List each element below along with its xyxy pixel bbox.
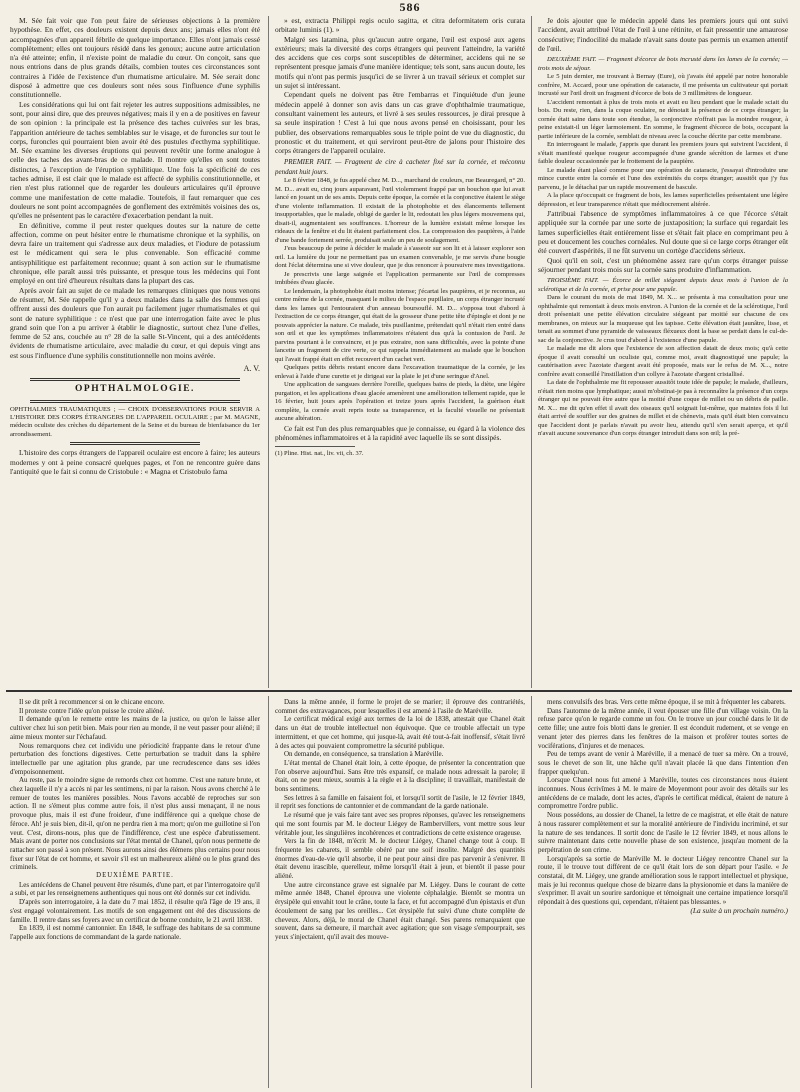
paragraph: » est, extracta Philippi regis oculo sagitta, et citra deformitatem oris curata orbitate luminis (1). » xyxy=(275,16,525,35)
paragraph: L'accident remontait à plus de trois mois et avait eu lieu pendant que le malade sciait du bois. Du reste, rien, dans la coque oculaire, ne dénotait la présence de ce corps étranger; la cornée était saine dans toute son étendue, la conjonctive n'offrait pas la moindre rougeur, à peine existait-il un léger larmoiement. En somme, le fragment d'écorce de bois, occupant la partie inférieure de la cornée, semblait de niveau avec la couche décrite par cette membrane. xyxy=(538,98,788,140)
paragraph: Le lendemain, la photophobie était moins intense; j'écartai les paupières, et je reconnus, au centre même de la cornée, masquant le milieu de l'espace pupillaire, un corps étranger incrusté dans les lames qui l'entouraient d'un anneau boursouflé. M. D... s'opposa tout d'abord à l'extraction de ce corps étranger, qui était de la grosseur d'une petite tête d'épingle et dont je ne pouvais apprécier la nature. Ce malade, très pusillanime, prétendait qu'il n'était rien entré dans son œil et que les symptômes inflammatoires n'étaient dus qu'à la contusion de l'œil. Je parvins pourtant à le convaincre, et je pus extraire, non sans difficultés, avec la pointe d'une lancette un fragment de cire verte, ce qui rappela immédiatement au malade que le bouchon qui l'avait frappé était en effet recouvert d'un cachet vert. xyxy=(275,287,525,363)
paragraph: J'attribuai l'absence de symptômes inflammatoires à ce que l'écorce s'était appliquée sur la cornée par une sorte de juxtaposition; la surface qui regardait les lames superficielles était entièrement lisse et s'était fait place en comprimant peu à peu et doucement les couches cornéales. Nul doute que si ce large corps étranger eût été couvert d'aspérités, il ne fût survenu un cortège d'accidens sérieux. xyxy=(538,209,788,256)
paragraph: Une autre circonstance grave est signalée par M. Liégey. Dans le courant de cette même année 1848, Chanel éprouva une violente céphalalgie. Bientôt se montra un érysipèle qui envahit tout le crâne, toute la face, et fut accompagné d'un épistaxis et d'un écoulement de sang par les oreilles... Cet érysipèle fut suivi d'une chute complète de cheveux. Alors, déjà, le moral de Chanel était changé. Ses parens remarquaient que souvent, dans sa demeure, il marchait avec agitation; que son visage s'empourprait, ses yeux s'injectaient, qu'il avait des mouve- xyxy=(275,880,525,941)
column-bottom-2 xyxy=(275,698,525,1088)
paragraph: Les antécédens de Chanel peuvent être résumés, d'une part, et par l'interrogatoire qu'il a subi, et par les renseignemens authentiques qui nous ont été donnés sur cet individu. xyxy=(10,880,260,898)
observation-heading: DEUXIÈME FAIT. — Fragment d'écorce de bois incrusté dans les lames de la cornée; — trois mois de séjour. xyxy=(538,56,788,72)
column-rule xyxy=(531,16,532,688)
paragraph: Il demande qu'on le remette entre les mains de la justice, ou qu'on le laisse aller cultiver chez lui son petit bien. Mais pour rien au monde, il ne veut passer pour aliéné; il aime mieux monter sur l'échafaud. xyxy=(10,715,260,741)
paragraph: D'après son interrogatoire, à la date du 7 mai 1852, il résulte qu'à l'âge de 19 ans, il s'est engagé volontairement. Les motifs de son engagement ont été des discussions de famille. Il rentre dans ses foyers avec un certificat de bonne conduite, le 21 avril 1838. xyxy=(10,898,260,924)
paragraph: A la place qu'occupait ce fragment de bois, les lames superficielles présentaient une légère dépression, et leur transparence n'était que médiocrement altérée. xyxy=(538,192,788,208)
footnote: (1) Pline. Hist. nat., liv. vii, ch. 37. xyxy=(275,450,364,458)
paragraph: Une application de sangsues derrière l'oreille, quelques bains de pieds, la diète, une légère purgation, et les applications d'eau glacée amenèrent une amélioration tellement rapide, que le 16 février, huit jours après l'opération et treize jours après l'accident, la guérison était complète, la cornée avait repris toute sa transparence, et la faculté visuelle ne présentait aucune altération. xyxy=(275,381,525,423)
paragraph: Le 8 février 1848, je fus appelé chez M. D..., marchand de couleurs, rue Beauregard, n° 20. M. D... avait eu, cinq jours auparavant, l'œil violemment frappé par un bouchon que lui avait lancé en jouant un de ses amis. Depuis cette époque, la cornée et la conjonctive étaient le siège d'une violente inflammation. Il existait de la photophobie et des élancements tellement insupportables, que le malade, obligé de garder le lit, redoutait les plus légers mouvemens qui, disait-il, augmentaient ses souffrances. L'horreur de la lumière existait même lorsque les rideaux de la fenêtre et du lit étaient parfaitement clos. La compression des paupières, à l'aide d'une bande fortement serrée, produisait seule un peu de soulagement. xyxy=(275,177,525,244)
paragraph: Le résumé que je vais faire tant avec ses propres réponses, qu'avec les renseignemens qui me sont fournis par M. le docteur Liégey de Rambervillers, vont mettre sous leur véritable jour, les singulières incohérences et contradictions de cette existence orageuse. xyxy=(275,811,525,837)
column-top-2 xyxy=(275,16,525,688)
paragraph: Malgré ses latamina, plus qu'aucun autre organe, l'œil est exposé aux agens extérieurs; mais la diversité des corps étrangers qui peuvent l'atteindre, la variété des accidens que ces corps sont susceptibles de déterminer, accidens qui ne se représentent presque jamais d'une manière identique; tels sont, sans aucun doute, les motifs qui n'ont pas permis jusqu'ici de se livrer à un travail sérieux et complet sur un sujet si intéressant. xyxy=(275,34,525,91)
paragraph: Il se dit prêt à recommencer si on le chicane encore. xyxy=(19,698,165,706)
paragraph: On demande, en conséquence, sa translation à Maréville. xyxy=(284,750,444,759)
part-title: DEUXIÈME PARTIE. xyxy=(96,872,174,880)
paragraph: Après avoir fait au sujet de ce malade les remarques cliniques que nous venons de résumer, M. Sée rappelle qu'il y a deux malades dans la salle des femmes qui offrent aussi des douleurs que l'on aurait pu facilement juger rhumatismales et qui sont de nature syphilitique : ce n'est que par une interrogation faite avec le plus grand soin que l'on a pu arriver à établir le diagnostic, surtout chez l'une d'elles, femme de 52 ans, couchée au n° 28 de la salle St-Vincent, qui a des antécédents évidents de rhumatisme articulaire, avec maladie du cœur, et qui depuis vingt ans est sous l'influence d'une syphilis constitutionnelle non moins avérée. xyxy=(10,285,260,360)
section-divider xyxy=(70,442,200,445)
paragraph: Le malade étant placé comme pour une opération de cataracte, j'essayai d'introduire une mince curette entre la cornée et l'une des extrémités du corps étranger; aussitôt que j'y fus parvenu, je le détachai par un rapide mouvement de bascule. xyxy=(538,166,788,191)
paragraph: Dans la même année, il forme le projet de se marier; il éprouve des contrariétés, commet des extravagances, pour lesquelles il est amené à l'asile de Maréville. xyxy=(275,698,525,715)
paragraph: Ses lettres à sa famille en faisaient foi, et lorsqu'il sortit de l'asile, le 12 février 1849, il reprit ses fonctions de cantonnier et de commandant de la garde nationale. xyxy=(275,793,525,811)
column-top-3 xyxy=(538,16,788,690)
paragraph: Au reste, pas le moindre signe de remords chez cet homme. C'est une nature brute, et chez laquelle il n'y a accès ni par les sentimens, ni par la raison. Nous avons cherché à le remuer de toutes les manières possibles. Nous l'avons accablé de reproches sur son action. Il ne s'émeut plus comme autre fois, il n'est plus aussi menaçant, il ne nous provoque plus, mais il est d'une froideur, d'une indifférence qui a quelque chose de féroce. Ah! je suis bien, dit-il, qu'on ne perdra rien à ma mort; qu'on me guillotine si l'on veut. C'est, dirons-nous, plus que de l'indifférence, c'est une espèce d'abrutissement. Mais avant de porter nos conclusions sur l'état mental de Chanel, qu'on nous permette de rattacher son passé à son présent. Nous aurons ainsi des élémens plus certains pour nous fixer sur l'état de cet homme, et savoir s'il est un malheureux aliéné ou le plus grand des criminels. xyxy=(10,776,260,872)
paragraph: En 1839, il est nommé cantonnier. En 1848, le suffrage des habitans de sa commune l'appelle aux fonctions de commandant de la garde nationale. xyxy=(10,924,260,941)
section-title: OPHTHALMOLOGIE. xyxy=(75,384,195,395)
section-divider xyxy=(30,378,240,381)
paragraph: Vers la fin de 1848, m'écrit M. le docteur Liégey, Chanel change tout à coup. Il fréquente les cabarets, il semble obéré par une soif insolite. Malgré des quantités énormes d'eau-de-vie qu'il absorbe, il ne peut pour ainsi dire pas parvenir à s'enivrer. Il était devenu irascible, querelleur, même lorsqu'il était à jeun, et bientôt il passe pour aliéné. xyxy=(275,837,525,881)
column-bottom-1 xyxy=(10,698,260,1088)
observation-heading: PREMIER FAIT. — Fragment de cire à cacheter fixé sur la cornée, et méconnu pendant huit jours. xyxy=(275,158,525,176)
paragraph: Le malade me dit alors que l'existence de son affection datait de deux mois; qu'à cette époque il avait consulté un oculiste qui, comme moi, avait diagnostiqué une papule; la cautérisation avec l'azotate d'argent avait été proposée, mais sur le refus de M. X..., notre confrère avait conseillé l'instillation d'un collyre à l'azotate d'argent cristallisé. xyxy=(538,345,788,378)
paragraph: Dans le courant du mois de mai 1849, M. X... se présenta à ma consultation pour une ophthalmie qui remontait à deux mois environ. A l'union de la cornée et de la sclérotique, l'œil droit présentait une petite élévation circulaire siégeant par moitié sur chacune de ces membranes, on mieux sur la muqueuse qui les tapisse. Cette élévation était jaunâtre, lisse, et tenait au sommet d'une pyramide de vaisseaux fléxueux dont la base se perdait dans le cul-de-sac de la conjonctive. Je crus tout d'abord à l'existence d'une papule. xyxy=(538,294,788,344)
paragraph: Dans l'automne de la même année, il veut épouser une fille d'un village voisin. On la refuse parce qu'on le regarde comme un fou. On le trouve un jour couché dans le lit de cette fille; une autre fois blotti dans le grenier. Il est éconduit rudement, et se venge en venant jeter des pierres dans les fenêtres de la maison et proférer toutes sortes de vociférations, d'injures et de menaces. xyxy=(538,706,788,750)
continued-note: (La suite à un prochain numéro.) xyxy=(690,905,788,915)
column-rule xyxy=(268,696,269,1088)
column-rule xyxy=(268,16,269,688)
paragraph: Il proteste contre l'idée qu'on puisse le croire aliéné. xyxy=(19,706,165,715)
paragraph: Le 5 juin dernier, me trouvant à Bernay (Eure), où j'avais été appelé par notre honorable confrère, M. Accard, pour une opération de cataracte, il me présenta un cultivateur qui portait incrusté sur l'œil droit un fragment d'écorce de bois de 3 millimètres de longueur. xyxy=(538,73,788,98)
paragraph: Le certificat médical exigé aux termes de la loi de 1838, attestait que Chanel était dans un état de trouble intellectuel non équivoque. Que ce trouble affectait un type intermittent, et que cet homme, qui jusque-là, avait été tout-à-fait inoffensif, s'était livré à des actes qui pouvaient compromettre la sécurité publique. xyxy=(275,715,525,750)
paragraph: Je dois ajouter que le médecin appelé dans les premiers jours qui ont suivi l'accident, avait attribué l'état de l'œil à une rétinite, et fait pressentir une amaurose consécutive; l'indocilité du malade n'avait sans doute pas permis un examen attentif de l'œil. xyxy=(538,16,788,53)
paragraph: En interrogeant le malade, j'appris que durant les premiers jours qui suivirent l'accident, il s'était manifesté quelque rougeur accompagnée d'une grande sécrétion de larmes et d'une faible douleur occasionnée par le frottement de la paupière. xyxy=(538,141,788,166)
paragraph: Ce fait est l'un des plus remarquables que je connaisse, eu égard à la violence des phénomènes inflammatoires et à la rapidité avec laquelle ils se sont dissipés. xyxy=(275,423,525,442)
paragraph: En définitive, comme il peut rester quelques doutes sur la nature de cette affection, comme on peut hésiter entre le rhumatisme chronique et la syphilis, on devra faire un traitement qui s'adresse aux deux maladies, et l'iodure de potassium est le médicament qui sera le plus convenable. Son efficacité comme antisyphilitique est parfaitement reconnue; quant à son action sur le rhumatisme chronique, elle paraît aussi très puissante, et presque tous les médecins qui l'ont employé en ont tiré d'heureux résultats dans la plupart des cas. xyxy=(10,220,260,286)
paragraph: J'eus beaucoup de peine à décider le malade à s'asseoir sur son lit et à laisser explorer son œil. La lumière du jour ne permettant pas un examen convenable, je me servis d'une bougie dont l'éclat détermina une si vive douleur, que je dus renoncer à poursuivre mes investigations. xyxy=(275,245,525,270)
paragraph: M. Sée fait voir que l'on peut faire de sérieuses objections à la première hypothèse. En effet, ces douleurs existent depuis deux ans; jamais elles n'ont été accompagnées d'un appareil fébrile de quelque importance. Elles n'ont jamais cessé complètement; elles ont toujours résidé dans les genoux; aucune autre articulation n'a été atteinte; enfin, il n'existe point de maladie du cœur. On conçoit, sans que nous entrions dans de plus grands détails, combien toutes ces circonstances sont contraires à l'idée de l'existence d'un rhumatisme articulaire. M. Sée serait donc disposé à admettre que ces douleurs sont nées sous l'influence d'une syphilis constitutionnelle. xyxy=(10,16,260,100)
column-rule xyxy=(531,696,532,1088)
paragraph: Nous possédons, au dossier de Chanel, la lettre de ce magistrat, et elle était de nature à nous rassurer complètement et sur la moralité antérieure de l'individu incriminé, et sur la nature de ses tendances. Il sortit donc de l'asile le 12 février 1849, et nous allons le suivre maintenant dans cette nouvelle phase de son existence, jusqu'au moment de la perpétration de son crime. xyxy=(538,811,788,854)
paragraph: mens convulsifs des bras. Vers cette même époque, il se mit à fréquenter les cabarets. xyxy=(547,698,786,706)
section-divider xyxy=(30,400,240,403)
horizontal-rule xyxy=(6,690,792,692)
paragraph: Peu de temps avant de venir à Maréville, il a menacé de tuer sa mère. On a trouvé, sous le chevet de son lit, une hâche qu'il n'avait placée là que dans l'intention d'en frapper quelqu'un. xyxy=(538,750,788,776)
paragraph: Lorsque Chanel nous fut amené à Maréville, toutes ces circonstances nous étaient inconnues. Nous écrivîmes à M. le maire de Moyenmont pour avoir des détails sur les antécédens de ce malade, dont les actes, d'après le certificat médical, étaient de nature à compromettre l'ordre public. xyxy=(538,776,788,811)
column-bottom-3 xyxy=(538,698,788,1088)
paragraph: Cependant quels ne doivent pas être l'embarras et l'inquiétude d'un jeune médecin appelé à donner son avis dans un cas grave d'ophthalmie traumatique, consultant vainement les auteurs, et livré à ses seules ressources, je dirai presque à sa seule inspiration ! C'est à lui que nous avons pensé en choisissant, pour les publier, des observations remarquables sous le triple point de vue du diagnostic, du pronostic et du traitement, et qui serviront peut-être de jalons pour l'histoire des corps étrangers de l'appareil oculaire. xyxy=(275,90,525,156)
paragraph: La date de l'ophthalmie me fit repousser aussitôt toute idée de papule; le malade, d'ailleurs, n'était rien moins que lymphatique; aussi m'obstinai-je pas à reconnaître la présence d'un corps étranger qui ne pouvait être autre que la moitié d'une coque de millet ou un débris de paille. M. X... me dit qu'en effet il avait des oiseaux qu'il soignait lui-même, que maintes fois il lui était arrivé de souffler sur des graines de millet et de chènevis, mais qu'il était bien convaincu que l'accident dont je parlais n'avait pu avoir lieu, attendu qu'il s'en serait aperçu, et qu'il n'avait aucune souvenance d'un corps étranger introduit dans son œil; la pré- xyxy=(538,379,788,438)
observation-heading: TROISIÈME FAIT. — Écorce de millet siégeant depuis deux mois à l'union de la sclérotique et de la cornée, et prise pour une papule. xyxy=(538,277,788,293)
paragraph: Je prescrivis une large saignée et l'application permanente sur l'œil de compresses imbibées d'eau glacée. xyxy=(275,270,525,287)
column-top-1 xyxy=(10,16,260,688)
article-heading: OPHTHALMIES TRAUMATIQUES ; — CHOIX D'OBSERVATIONS POUR SERVIR A L'HISTOIRE DES CORPS ÉTRANGERS DE L'APPAREIL OCULAIRE ; par M. MAGNE, médecin oculiste des crèches du département de la Seine et du bureau de bienfaisance du 1er arrondissement. xyxy=(10,405,260,438)
page-number: 586 xyxy=(399,0,421,14)
paragraph: Quelques petits débris restant encore dans l'excavation traumatique de la cornée, je les enlevai à l'aide d'une curette et je dirigeai sur la plaie le jet d'une seringue d'Anel. xyxy=(275,364,525,380)
author-signature: A. V. xyxy=(243,363,260,373)
paragraph: Les considérations qui lui ont fait rejeter les autres suppositions admissibles, ne sont, pour ainsi dire, que des preuves négatives; mais il y en a de positives en faveur de son opinion : la principale est la présence des taches cuivrées sur les bras, l'apparition antérieure de taches semblables sur le visage, et de furoncles sur tout le corps, furoncles qui pourraient bien avoir été des pustules d'ecthyma syphilitique. M. Sée examine les diverses éruptions qui peuvent revêtir une forme analogue à celle des taches des avant-bras de ce malade. Il montre qu'elles en sont toutes distinctes, à l'exception de l'éruption syphilitique. Une fois la spécificité de ces taches admise, il est clair que le malade est affecté de syphilis constitutionnelle, et rien n'est plus rationnel que de regarder les douleurs articulaires qu'il éprouve comme une manifestation de cette maladie. Toutefois, il faut remarquer que ces douleurs ne sont point accompagnées de gonflement des extrémités voisines des os, qu'elles ne présentent pas le caractère d'exacerbation pendant la nuit. xyxy=(10,99,260,221)
paragraph: L'état mental de Chanel était loin, à cette époque, de présenter la concentration que l'on observe aujourd'hui. Sans être très expansif, ce malade nous adressait la parole; il était, on ne peut mieux, soumis à la règle et à la discipline; il travaillait, manifestait de bons sentimens. xyxy=(275,758,525,794)
paragraph: Quoi qu'il en soit, c'est un phénomène assez rare qu'un corps étranger puisse séjourner pendant trois mois sur la cornée sans produire d'inflammation. xyxy=(538,255,788,274)
footnote-divider xyxy=(275,446,355,447)
paragraph: Lorsqu'après sa sortie de Maréville M. le docteur Liégey rencontre Chanel sur la route, il le trouve tout différent de ce qu'il était lors de son départ pour l'asile. « Je constatai, dit M. Liégey, une grande amélioration sous le rapport intellectuel et physique, mais je lui reconnus quelque chose de bizarre dans la physionomie et dans la manière de s'exprimer. Il avait un sourire sardonique et témoignait une certaine impatience lorsqu'il répondait à des questions qui, cependant, n'étaient pas blessantes. » xyxy=(538,854,788,907)
paragraph: L'histoire des corps étrangers de l'appareil oculaire est encore à faire; les auteurs modernes y ont à peine consacré quelques pages, et l'on ne rencontre guère dans l'antiquité que le fait si connu de Cristobule : « Magna et Cristobulo fama xyxy=(10,448,260,476)
paragraph: Nous remarquons chez cet individu une périodicité frappante dans le retour d'une perturbation des fonctions digestives. Cette perturbation se traduit dans la sphère intellectuelle par une agitation plus grande, par une recrudescence dans ses idées d'empoisonnement. xyxy=(10,741,260,776)
